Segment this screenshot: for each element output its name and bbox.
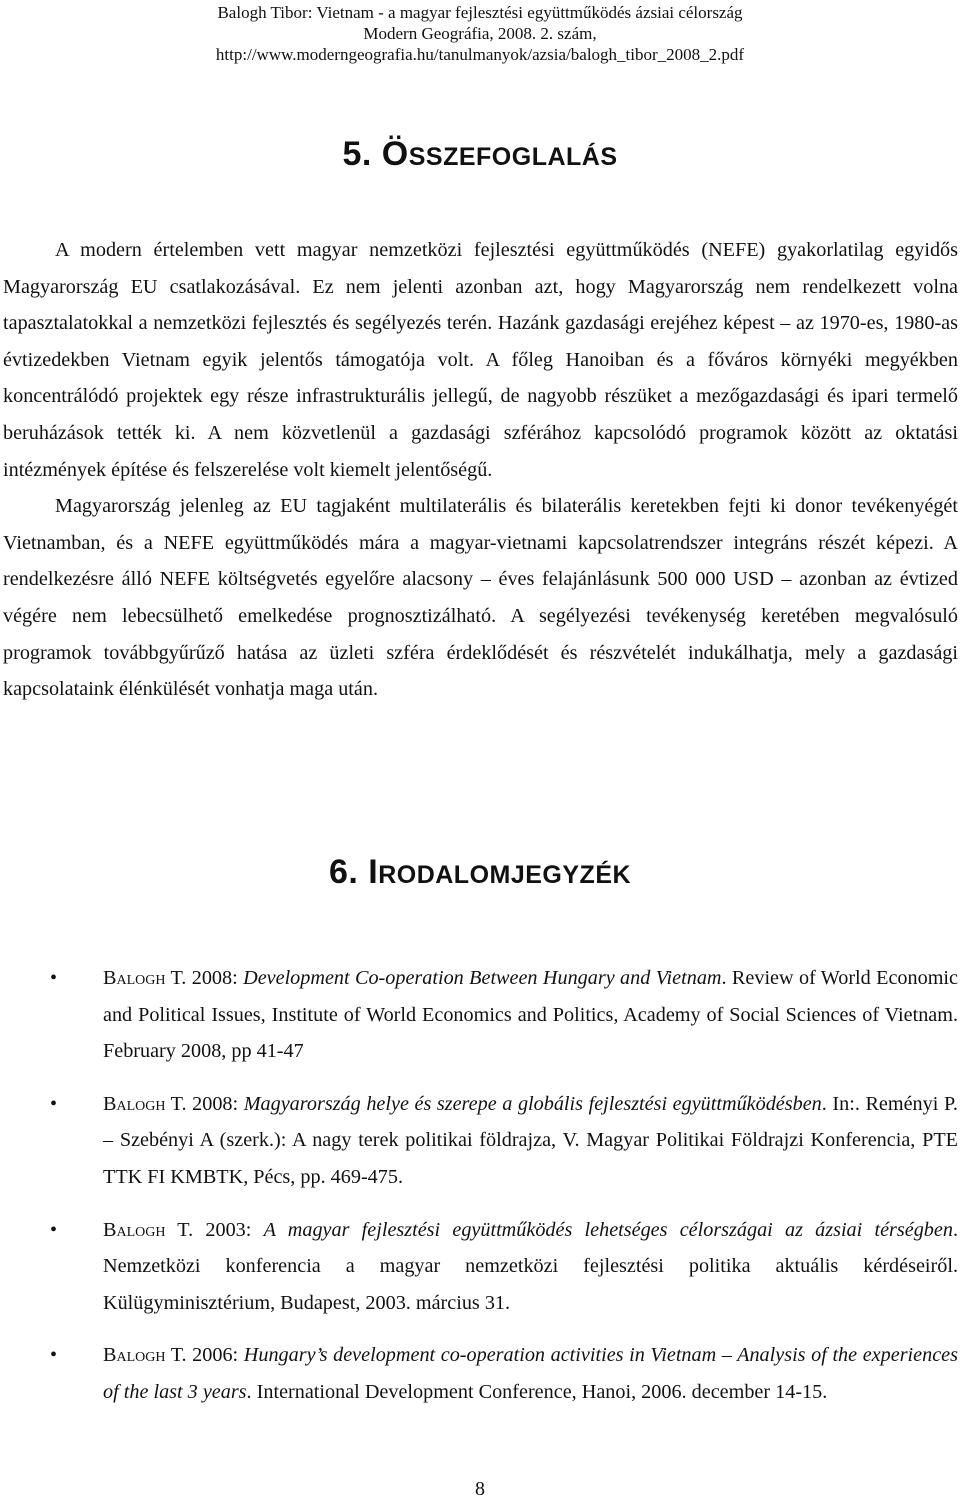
reference-details: . Review of World Economic and Political Issues, Institute of World Economics and Politics, Academy of Social Sciences of Vietnam. February 2008, pp 41-47 — [103, 967, 958, 1063]
bullet-icon: • — [50, 967, 58, 989]
reference-item — [0, 1086, 960, 1196]
bullet-icon: • — [50, 1092, 58, 1115]
section-heading-summary — [0, 135, 960, 174]
page-number: 8 — [475, 1478, 485, 1500]
summary-paragraph-2: Magyarország jelenleg az EU tagjaként multilaterális és bilaterális keretekben fejti ki donor tevékenyégét Vietnamban, és a NEFE együttműködés mára a magyar-vietnami kapcsolatrendszer integráns részét képezi. A rendelkezésre álló NEFE költségvetés egyelőre alacsony – éves felajánlásunk 500 000 USD – azonban az évtized végére nem lebecsülhető emelkedése prognosztizálható. A segélyezési tevékenység keretében megvalósuló programok továbbgyűrűző hatása az üzleti szféra érdeklődését és részvételét indukálhatja, mely a gazdasági kapcsolataink élénkülését vonhatja maga után. — [3, 495, 958, 701]
reference-title: A magyar fejlesztési együttműködés lehetséges célországai az ázsiai térségben — [263, 1218, 953, 1241]
reference-item — [0, 960, 960, 1070]
reference-title: Development Co-operation Between Hungary and Vietnam — [243, 967, 722, 989]
section-title-initial: I — [368, 853, 379, 891]
reference-author: Balogh T. — [103, 1092, 187, 1115]
reference-list — [0, 960, 960, 1427]
reference-details: . International Development Conference, Hanoi, 2006. december 14-15. — [246, 1380, 828, 1403]
header-journal: Modern Geográfia, 2008. 2. szám, — [363, 24, 597, 43]
summary-paragraph-1: A modern értelemben vett magyar nemzetközi fejlesztési együttműködés (NEFE) gyakorlatilag egyidős Magyarország EU csatlakozásával. Ez nem jelenti azonban azt, hogy Magyarország nem rendelkezett volna tapasztalatokkal a nemzetközi fejlesztés és segélyezés terén. Hazánk gazdasági erejéhez képest – az 1970-es, 1980-as évtizedekben Vietnam egyik jelentős támogatója volt. A főleg Hanoiban és a főváros környéki megyékben koncentrálódó projektek egy része infrastrukturális jellegű, de nagyobb részüket a mezőgazdasági és ipari termelő beruházások tették ki. A nem közvetlenül a gazdasági szférához kapcsolódó programok között az oktatási intézmények építése és felszerelése volt kiemelt jelentőségű. — [3, 239, 958, 481]
reference-item — [0, 1337, 960, 1410]
bullet-icon: • — [50, 1218, 58, 1241]
reference-author: Balogh T. — [103, 1344, 187, 1367]
reference-year: 2008: — [186, 967, 244, 989]
header-url: http://www.moderngeografia.hu/tanulmanyok/azsia/balogh_tibor_2008_2.pdf — [215, 45, 745, 64]
summary-body — [3, 232, 958, 708]
section-number: 5. — [342, 135, 382, 173]
reference-details: . Nemzetközi konferencia a magyar nemzetközi fejlesztési politika aktuális kérdéseiről. Külügyminisztérium, Budapest, 2003. március 31. — [103, 1218, 958, 1314]
section-title-rest: SSZEFOGLALÁS — [408, 143, 618, 171]
section-heading-references — [0, 853, 960, 892]
reference-year: 2003: — [193, 1218, 264, 1241]
bullet-icon: • — [50, 1344, 58, 1367]
running-header — [0, 2, 960, 65]
section-number: 6. — [328, 853, 369, 891]
reference-title: Hungary’s development co-operation activities in Vietnam – Analysis of the experiences of the last 3 years — [103, 1344, 958, 1403]
reference-author: Balogh T. — [103, 967, 187, 989]
section-title-initial: Ö — [381, 135, 409, 173]
reference-year: 2006: — [186, 1344, 244, 1367]
reference-title: Magyarország helye és szerepe a globális fejlesztési együttműködésben — [243, 1092, 822, 1115]
header-citation: Balogh Tibor: Vietnam - a magyar fejlesztési együttműködés ázsiai célország — [217, 3, 743, 22]
reference-item — [0, 1212, 960, 1322]
reference-year: 2008: — [186, 1092, 244, 1115]
reference-details: . In:. Reményi P. – Szebényi A (szerk.): A nagy terek politikai földrajza, V. Magyar Politikai Földrajzi Konferencia, PTE TTK FI KMBTK, Pécs, pp. 469-475. — [103, 1092, 958, 1188]
reference-author: Balogh T. — [103, 1218, 194, 1241]
section-title-rest: RODALOMJEGYZÉK — [378, 861, 632, 889]
